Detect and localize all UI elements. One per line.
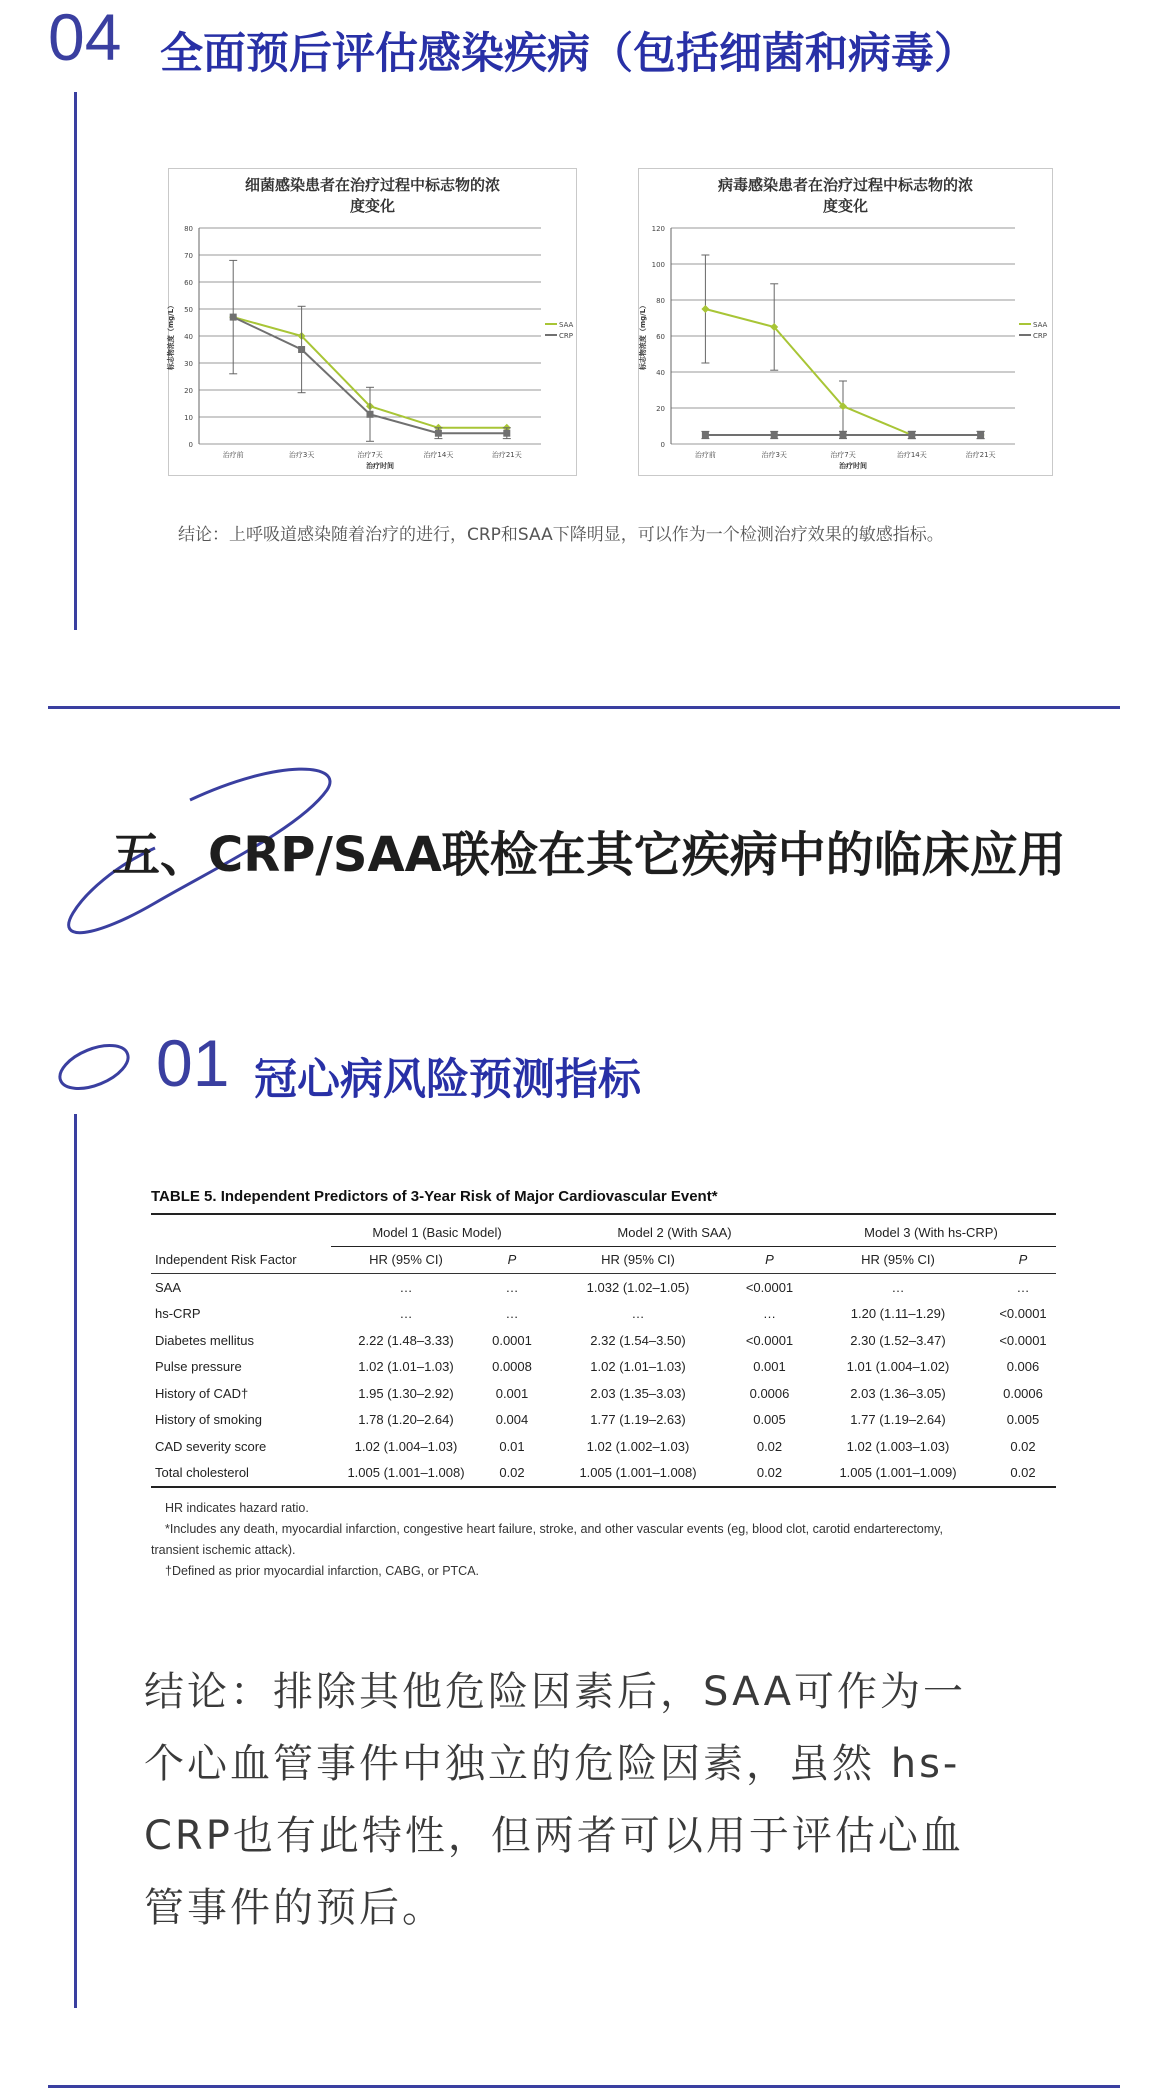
risk-factor-cell: Pulse pressure	[155, 1359, 242, 1375]
model1-header: Model 1 (Basic Model)	[331, 1219, 543, 1246]
table-cell: …	[763, 1306, 776, 1322]
table-cell: 1.02 (1.004–1.03)	[354, 1438, 458, 1454]
chart-title-line1: 细菌感染患者在治疗过程中标志物的浓	[244, 176, 500, 194]
table-cell: 0.001	[753, 1359, 786, 1375]
risk-factor-cell: History of smoking	[155, 1412, 262, 1428]
section-vertical-line	[74, 92, 77, 630]
column-header: Independent Risk Factor	[151, 1246, 331, 1274]
x-tick-label: 治疗7天	[357, 451, 383, 459]
table-cell: 0.01	[499, 1438, 525, 1454]
cardiovascular-risk-table	[151, 1219, 1056, 1488]
crp-point	[771, 432, 778, 439]
table-cell: 1.005 (1.001–1.009)	[806, 1460, 990, 1488]
table-cell: …	[1016, 1279, 1030, 1295]
saa-point	[701, 305, 709, 313]
crp-point	[435, 430, 442, 437]
y-axis-label: 标志物浓度（mg/L）	[639, 301, 647, 371]
table-cell: 1.02 (1.01–1.03)	[590, 1359, 686, 1375]
table-cell: 1.77 (1.19–2.64)	[850, 1412, 946, 1428]
table-cell: 1.95 (1.30–2.92)	[358, 1385, 454, 1401]
x-tick-label: 治疗前	[694, 451, 716, 459]
y-tick-label: 100	[651, 261, 665, 269]
table-cell: …	[399, 1306, 413, 1322]
crp-point	[977, 432, 984, 439]
table-cell: …	[891, 1279, 905, 1295]
table-row	[151, 1433, 1056, 1460]
table-cell: 1.78 (1.20–2.64)	[358, 1412, 454, 1428]
column-header: HR (95% CI)	[543, 1246, 733, 1274]
section-number: 04	[48, 0, 122, 74]
section-vertical-line	[74, 1114, 77, 2008]
table-cell: 0.0006	[1003, 1385, 1043, 1401]
legend-label: SAA	[559, 321, 574, 329]
risk-factor-cell: History of CAD†	[155, 1385, 249, 1401]
table-top-rule	[151, 1213, 1056, 1215]
bottom-divider	[48, 2085, 1120, 2088]
column-header: HR (95% CI)	[806, 1246, 990, 1274]
bacterial-chart	[168, 168, 577, 476]
legend-label: CRP	[559, 332, 573, 340]
column-header: HR (95% CI)	[331, 1246, 481, 1274]
table-cell: 2.22 (1.48–3.33)	[358, 1332, 454, 1348]
y-tick-label: 120	[651, 225, 665, 233]
table-cell: …	[505, 1306, 519, 1322]
ellipse-decoration	[56, 1036, 136, 1096]
model2-header: Model 2 (With SAA)	[543, 1219, 806, 1246]
chart-title-line1: 病毒感染患者在治疗过程中标志物的浓	[717, 176, 973, 194]
table-cell: 2.32 (1.54–3.50)	[590, 1332, 686, 1348]
table-note: †Defined as prior myocardial infarction, CABG, or PTCA.	[165, 1564, 480, 1578]
table-note: HR indicates hazard ratio.	[165, 1501, 309, 1515]
table-cell: 1.005 (1.001–1.008)	[543, 1460, 733, 1488]
y-tick-label: 10	[184, 414, 193, 422]
table-cell: …	[505, 1279, 519, 1295]
table-cell: 1.02 (1.003–1.03)	[846, 1438, 950, 1454]
crp-point	[230, 314, 237, 321]
table-cell: 1.01 (1.004–1.02)	[846, 1359, 950, 1375]
chart-caption: 结论：上呼吸道感染随着治疗的进行，CRP和SAA下降明显，可以作为一个检测治疗效果的敏感指标。	[178, 525, 944, 545]
crp-point	[702, 432, 709, 439]
x-tick-label: 治疗21天	[491, 451, 522, 459]
table-row	[151, 1460, 1056, 1488]
x-tick-label: 治疗14天	[423, 451, 454, 459]
chart-title-line2: 度变化	[349, 197, 395, 215]
conclusion-line: 管事件的预后。	[144, 1885, 445, 1931]
table-cell: 0.001	[495, 1385, 529, 1401]
table-cell: 0.02	[733, 1460, 806, 1488]
y-axis-label: 标志物浓度（mg/L）	[167, 301, 175, 371]
x-tick-label: 治疗前	[222, 451, 244, 459]
conclusion-line: CRP也有此特性，但两者可以用于评估心血	[144, 1813, 964, 1859]
section-title: 冠心病风险预测指标	[254, 1055, 641, 1105]
x-axis-label: 治疗时间	[366, 462, 394, 470]
legend-label: CRP	[1033, 332, 1047, 340]
crp-point	[367, 411, 374, 418]
y-tick-label: 70	[184, 252, 193, 260]
table-cell: …	[399, 1279, 413, 1295]
table-cell: 0.006	[1006, 1359, 1040, 1375]
legend-label: SAA	[1033, 321, 1048, 329]
crp-point	[298, 346, 305, 353]
y-tick-label: 40	[656, 369, 665, 377]
table-notes	[151, 1498, 943, 1582]
table-row	[151, 1327, 1056, 1354]
x-tick-label: 治疗3天	[288, 451, 315, 459]
table-note: transient ischemic attack).	[151, 1543, 296, 1557]
table-cell: …	[631, 1306, 645, 1322]
chart-title-line2: 度变化	[822, 197, 868, 215]
table-cell: <0.0001	[745, 1332, 794, 1348]
x-tick-label: 治疗21天	[965, 451, 996, 459]
part-five-title: 五、CRP/SAA联检在其它疾病中的临床应用	[112, 827, 1066, 883]
table-cell: 0.0001	[492, 1332, 532, 1348]
table-cell: 0.02	[1010, 1438, 1036, 1454]
table-cell: 0.0008	[492, 1359, 532, 1375]
table-row	[151, 1301, 1056, 1328]
risk-factor-cell: Diabetes mellitus	[155, 1332, 254, 1348]
table-cell: <0.0001	[999, 1332, 1047, 1348]
table-cell: 1.77 (1.19–2.63)	[590, 1412, 686, 1428]
risk-factor-cell: Total cholesterol	[151, 1460, 331, 1488]
y-tick-label: 40	[184, 333, 193, 341]
y-tick-label: 20	[656, 405, 665, 413]
section-title: 全面预后评估感染疾病（包括细菌和病毒）	[160, 29, 977, 79]
risk-factor-cell: SAA	[155, 1279, 182, 1295]
table-cell: 0.02	[481, 1460, 543, 1488]
table-cell: <0.0001	[999, 1306, 1047, 1322]
table-row	[151, 1354, 1056, 1381]
table-cell: 0.02	[990, 1460, 1056, 1488]
table-row	[151, 1407, 1056, 1434]
crp-point	[503, 430, 510, 437]
table-cell: 1.02 (1.002–1.03)	[586, 1438, 690, 1454]
bacterial-chart-plot	[169, 169, 576, 475]
table-cell: 0.005	[753, 1412, 786, 1428]
table-cell: 0.004	[495, 1412, 529, 1428]
x-tick-label: 治疗3天	[761, 451, 787, 459]
table-cell: 2.30 (1.52–3.47)	[850, 1332, 946, 1348]
table-cell: 1.005 (1.001–1.008)	[331, 1460, 481, 1488]
table-row	[151, 1380, 1056, 1407]
risk-factor-cell: CAD severity score	[155, 1438, 267, 1454]
table-title: TABLE 5. Independent Predictors of 3-Year Risk of Major Cardiovascular Event*	[151, 1188, 718, 1205]
y-tick-label: 80	[184, 225, 193, 233]
column-header: P	[481, 1246, 543, 1274]
conclusion-line: 个心血管事件中独立的危险因素，虽然 hs-	[144, 1741, 961, 1787]
y-tick-label: 80	[656, 297, 665, 305]
y-tick-label: 50	[184, 306, 193, 314]
table-cell: 1.02 (1.01–1.03)	[358, 1359, 454, 1375]
crp-point	[908, 432, 915, 439]
x-tick-label: 治疗7天	[830, 451, 856, 459]
viral-chart-plot	[639, 169, 1052, 475]
y-tick-label: 60	[656, 333, 665, 341]
table-note: *Includes any death, myocardial infarction, congestive heart failure, stroke, and other vascular events (eg, blood clot, carotid endarterectomy,	[165, 1522, 943, 1536]
y-tick-label: 0	[660, 441, 665, 449]
column-header: P	[733, 1246, 806, 1274]
model3-header: Model 3 (With hs-CRP)	[806, 1219, 1056, 1246]
table-cell: 1.032 (1.02–1.05)	[586, 1279, 690, 1295]
y-tick-label: 20	[184, 387, 193, 395]
table-cell: <0.0001	[745, 1279, 794, 1295]
table-cell: 0.0006	[749, 1385, 790, 1401]
viral-chart	[638, 168, 1053, 476]
table-cell: 0.02	[756, 1438, 783, 1454]
x-tick-label: 治疗14天	[896, 451, 927, 459]
conclusion-paragraph	[144, 1656, 966, 1944]
section-divider	[48, 706, 1120, 709]
y-tick-label: 30	[184, 360, 193, 368]
table-row	[151, 1274, 1056, 1301]
table-cell: 0.005	[1006, 1412, 1040, 1428]
y-tick-label: 60	[184, 279, 193, 287]
table-cell: 1.20 (1.11–1.29)	[850, 1306, 946, 1322]
x-axis-label: 治疗时间	[839, 462, 867, 470]
column-header: P	[990, 1246, 1056, 1274]
conclusion-line: 结论：排除其他危险因素后，SAA可作为一	[144, 1669, 966, 1715]
y-tick-label: 0	[188, 441, 193, 449]
table-cell: 2.03 (1.35–3.03)	[590, 1385, 686, 1401]
crp-point	[840, 432, 847, 439]
section-number: 01	[156, 1026, 230, 1100]
risk-factor-cell: hs-CRP	[155, 1306, 201, 1322]
table-cell: 2.03 (1.36–3.05)	[850, 1385, 946, 1401]
